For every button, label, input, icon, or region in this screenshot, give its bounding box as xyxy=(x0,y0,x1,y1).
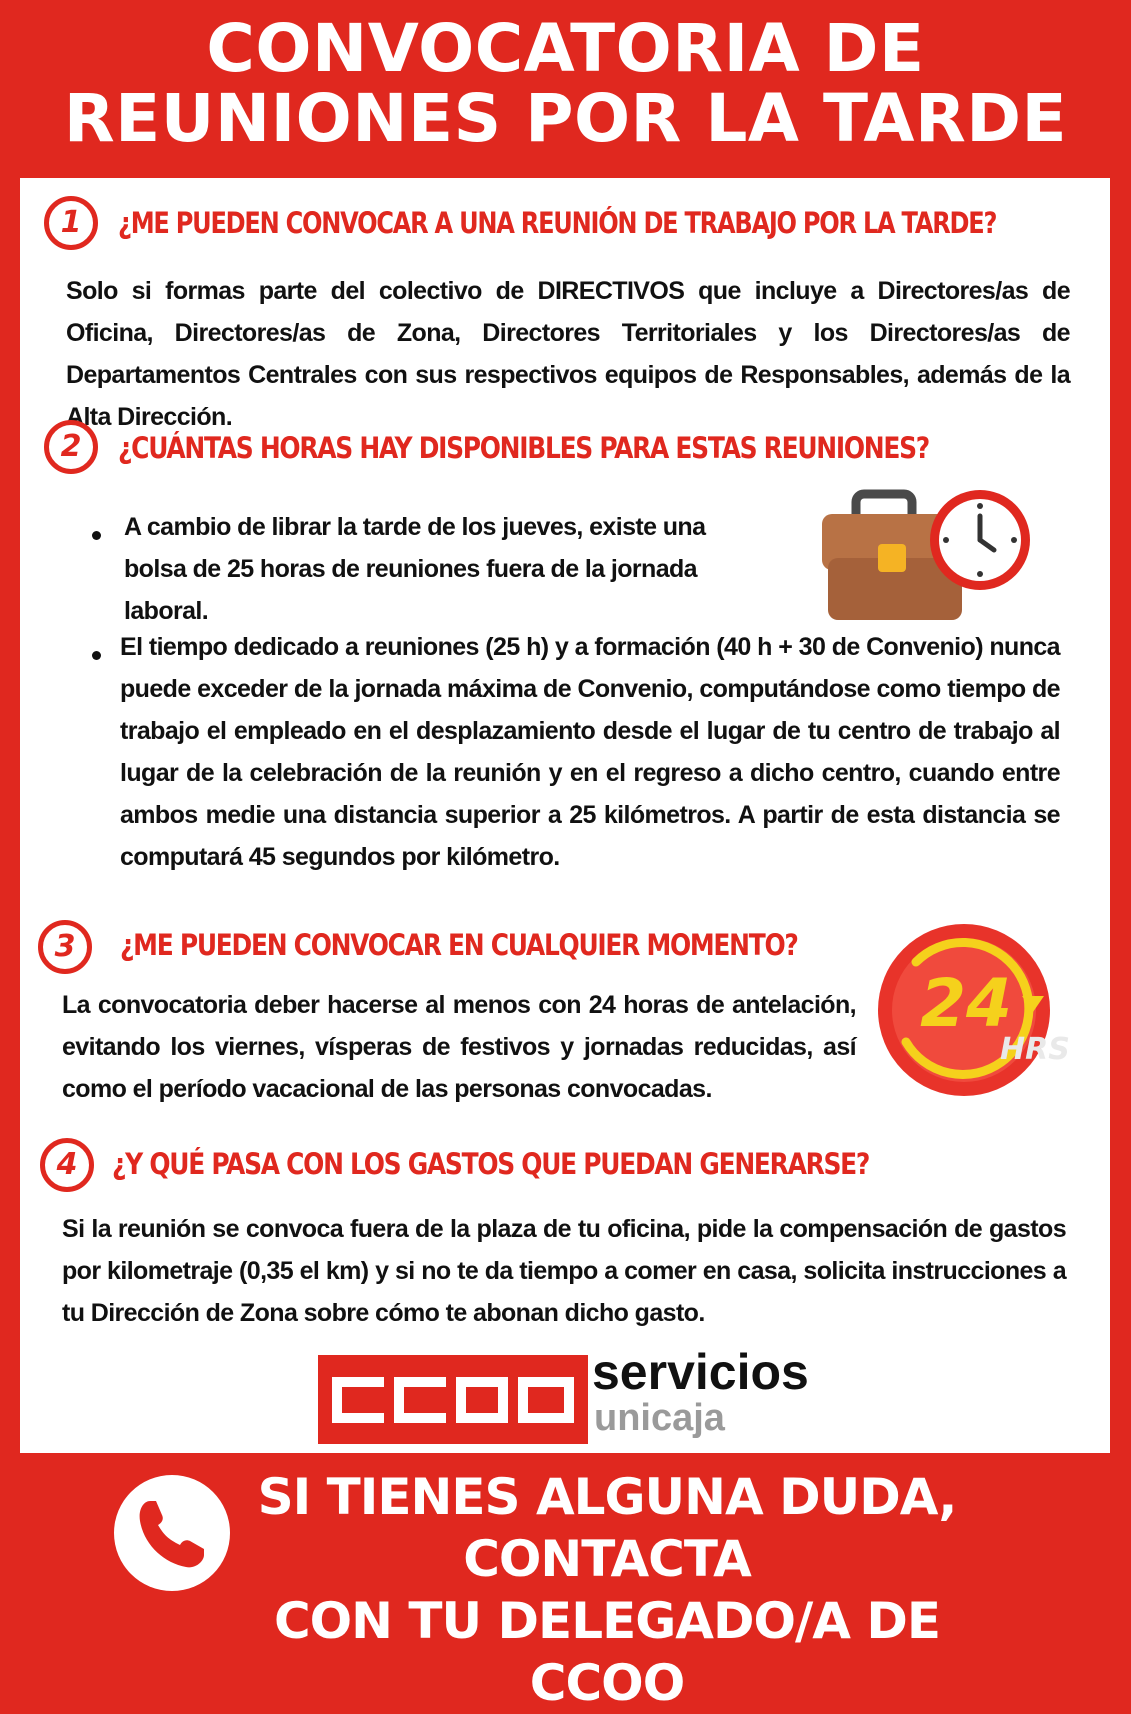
title-line-1: CONVOCATORIA DE xyxy=(206,10,925,87)
section-2-bullet-2: El tiempo dedicado a reuniones (25 h) y a formación (40 h + 30 de Convenio) nunca puede exceder de la jornada máxima de Convenio, computándose como tiempo de trabajo el empleado en el desplazamiento desde el lugar de tu centro de trabajo al lugar de la celebración de la reunión y en el regreso a dicho centro, cuando entre ambos medie una distancia superior a 25 kilómetros. A partir de esta distancia se computará 45 segundos por kilómetro. xyxy=(120,633,1060,871)
page-title xyxy=(0,10,1131,157)
section-3-body: La convocatoria deber hacerse al menos con 24 horas de antelación, evitando los viernes, vísperas de festivos y jornadas reducidas, así como el período vacacional de las personas convocadas. xyxy=(62,991,856,1103)
title-line-2: REUNIONES POR LA TARDE xyxy=(63,80,1068,157)
bullet-dot xyxy=(92,531,101,540)
bullet-dot xyxy=(92,651,101,660)
section-1-question: ¿ME PUEDEN CONVOCAR A UNA REUNIÓN DE TRABAJO POR LA TARDE? xyxy=(118,206,997,240)
section-4-body: Si la reunión se convoca fuera de la plaza de tu oficina, pide la compensación de gastos por kilometraje (0,35 el km) y si no te da tiempo a comer en casa, solicita instrucciones a tu Dirección de Zona sobre cómo te abonan dicho gasto. xyxy=(62,1215,1066,1327)
logo-unicaja: unicaja xyxy=(594,1397,725,1439)
logo-servicios: servicios xyxy=(592,1344,809,1400)
section-4-number: 4 xyxy=(40,1138,94,1192)
24-hours-badge xyxy=(876,922,1070,1102)
section-4-question: ¿Y QUÉ PASA CON LOS GASTOS QUE PUEDAN GENERARSE? xyxy=(112,1147,870,1181)
footer-message xyxy=(232,1466,982,1714)
ccoo-logo xyxy=(318,1355,588,1444)
footer-line-2: CON TU DELEGADO/A DE CCOO xyxy=(273,1592,940,1712)
phone-icon xyxy=(114,1475,230,1591)
footer-line-1: SI TIENES ALGUNA DUDA, CONTACTA xyxy=(257,1468,957,1588)
badge-number: 24 xyxy=(920,965,1012,1042)
section-3-question: ¿ME PUEDEN CONVOCAR EN CUALQUIER MOMENTO? xyxy=(120,928,798,962)
section-1-body: Solo si formas parte del colectivo de DIRECTIVOS que incluye a Directores/as de Oficina, Directores/as de Zona, Directores Territoriales y los Directores/as de Departamentos Centrales con sus respectivos equipos de Responsables, además de la Alta Dirección. xyxy=(66,277,1070,431)
section-3-number: 3 xyxy=(38,920,92,974)
briefcase-clock-icon xyxy=(818,488,1038,624)
badge-unit: HRS xyxy=(1000,1032,1070,1067)
section-1-number: 1 xyxy=(44,196,98,250)
section-2-bullet-1: A cambio de librar la tarde de los jueves, existe una bolsa de 25 horas de reuniones fuera de la jornada laboral. xyxy=(124,513,706,625)
section-2-number: 2 xyxy=(44,420,98,474)
section-2-question: ¿CUÁNTAS HORAS HAY DISPONIBLES PARA ESTAS REUNIONES? xyxy=(118,431,929,465)
